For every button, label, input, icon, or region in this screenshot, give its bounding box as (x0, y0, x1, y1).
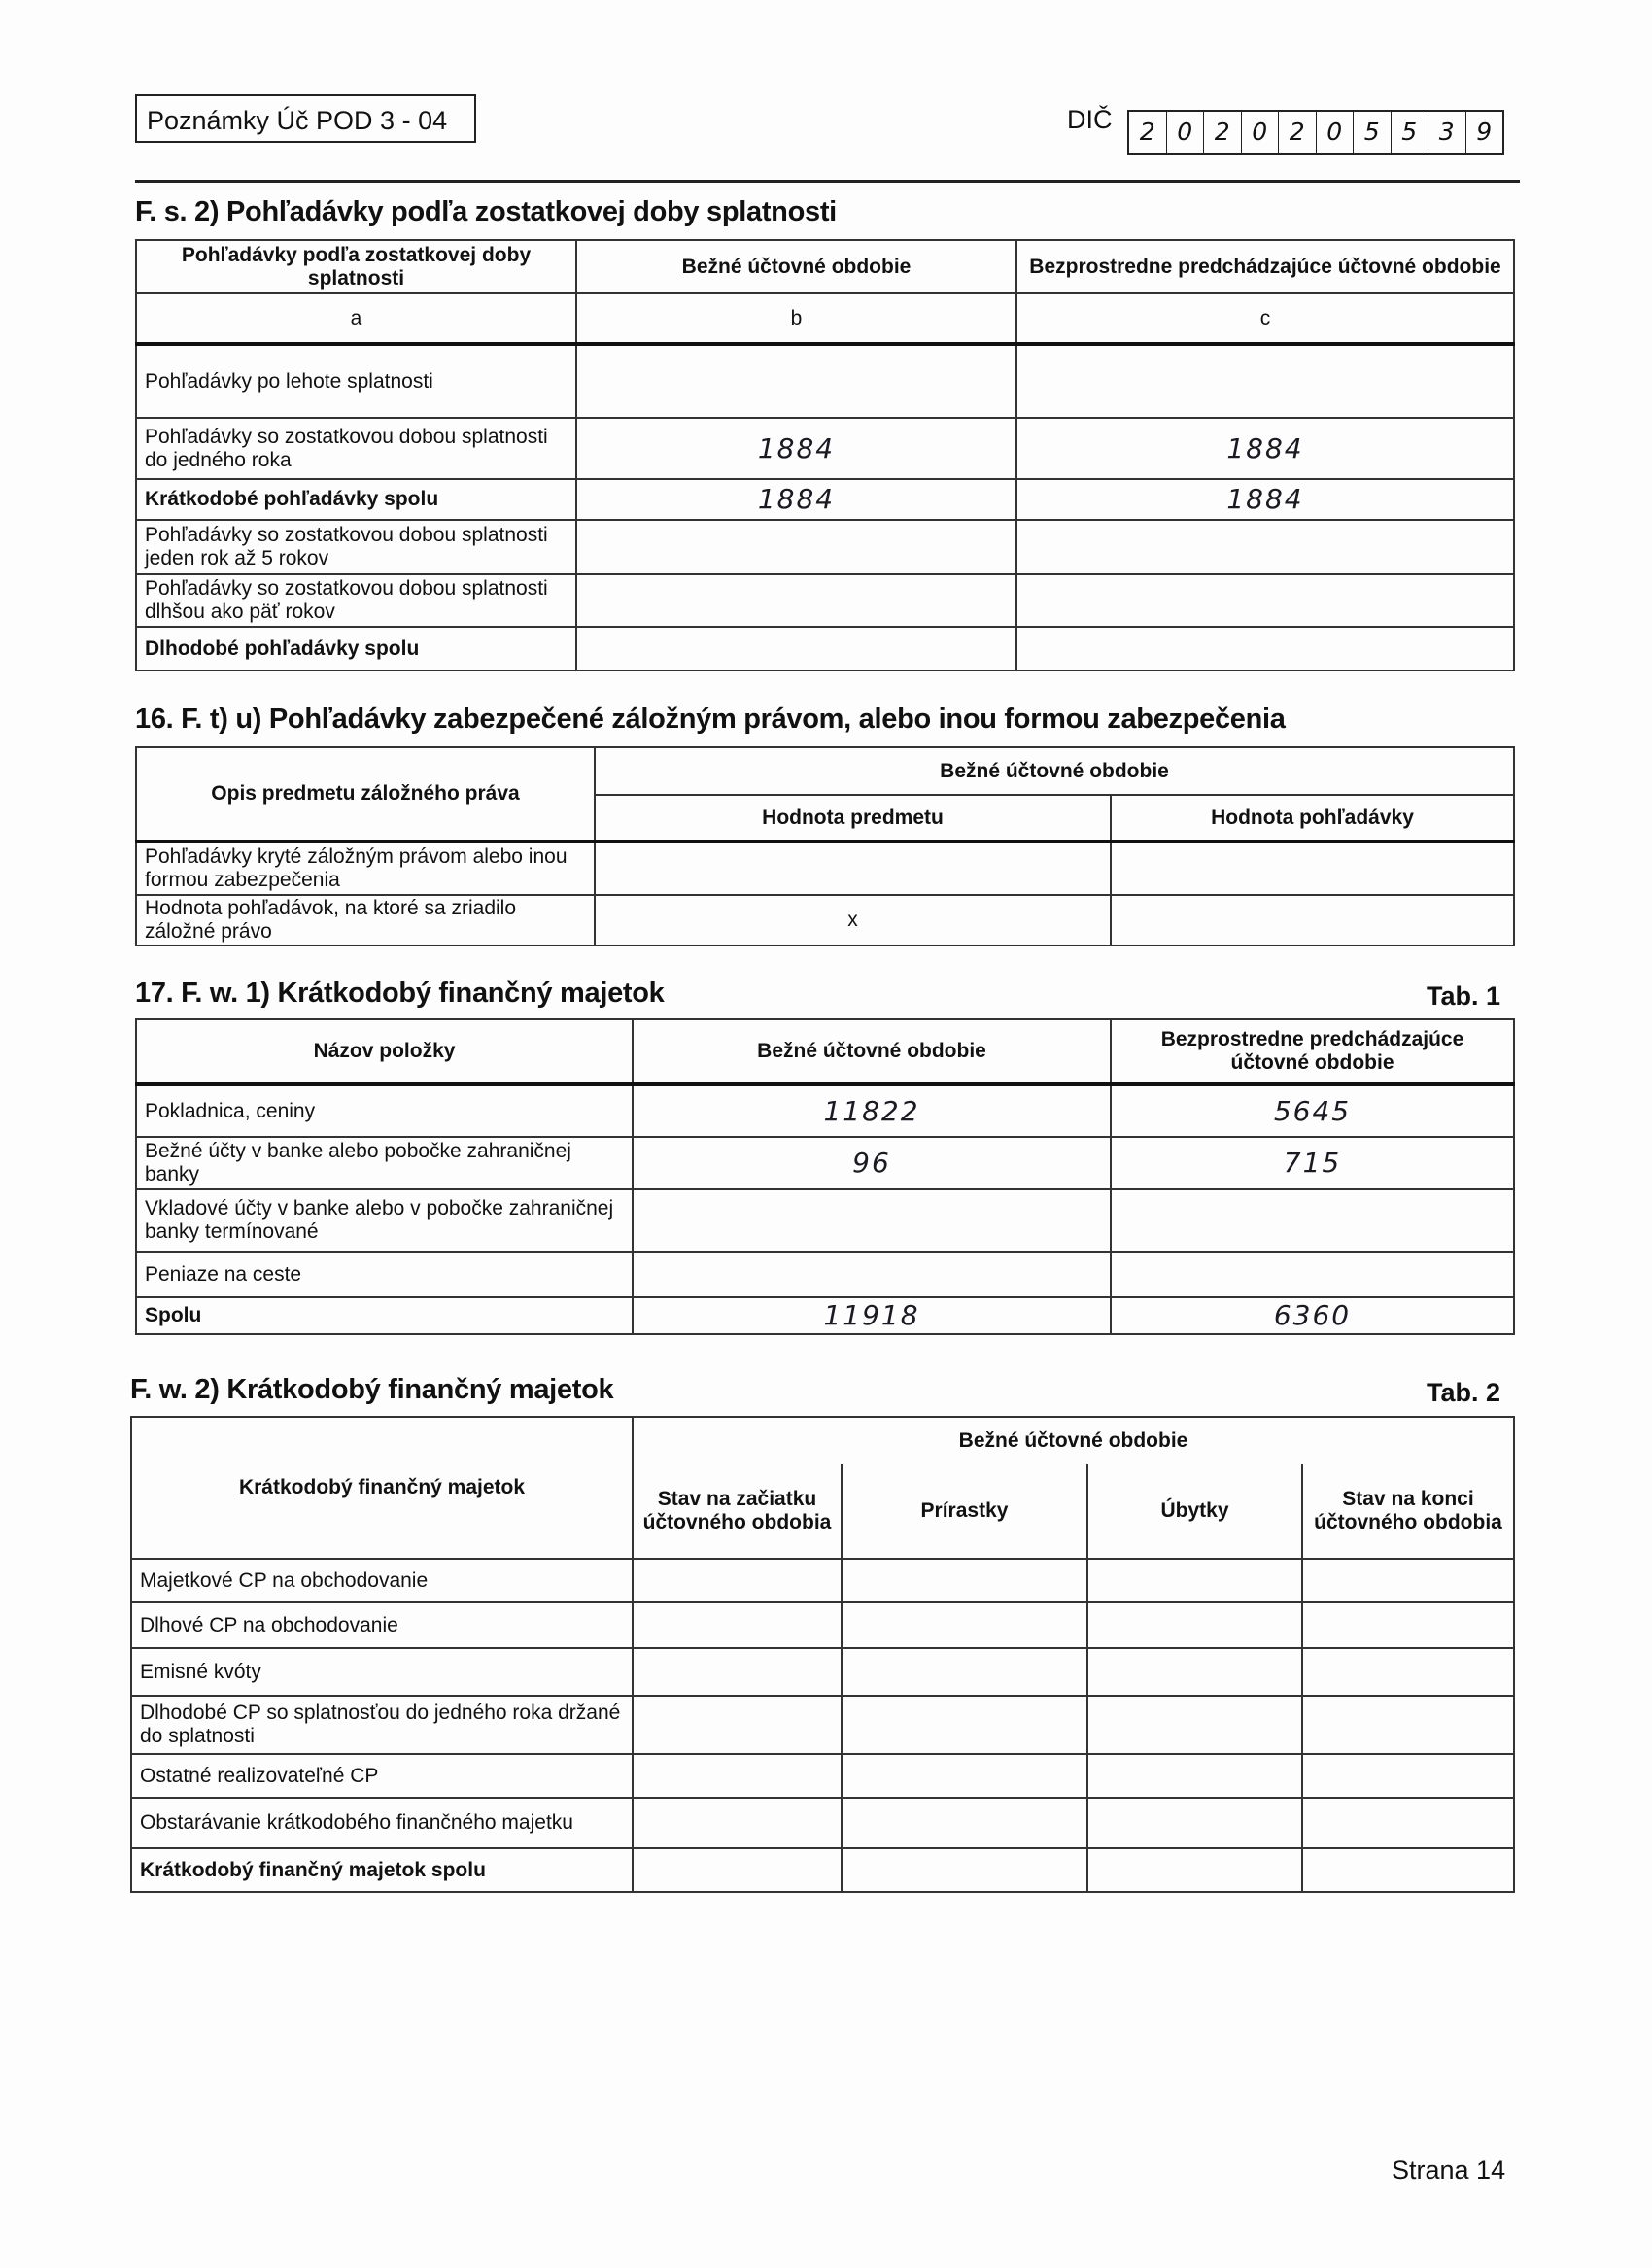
table-row (131, 1648, 1514, 1696)
table-row (131, 1559, 1514, 1602)
value-cell (576, 520, 1016, 574)
value-cell (1111, 1189, 1514, 1252)
row-label: Pohľadávky so zostatkovou dobou splatnosti jeden rok až 5 rokov (136, 520, 576, 574)
col-header: Bežné účtovné obdobie (595, 747, 1514, 795)
section-title: F. w. 2) Krátkodobý finančný majetok (130, 1374, 614, 1405)
col-header: Názov položky (136, 1019, 633, 1084)
row-label: Obstarávanie krátkodobého finančného majetku (131, 1798, 633, 1848)
value-cell (1111, 895, 1514, 945)
table-row (136, 1297, 1514, 1334)
dic-digit: 0 (1242, 112, 1280, 153)
dic-digit: 2 (1279, 112, 1317, 153)
divider (135, 180, 1520, 183)
dic-digit: 0 (1317, 112, 1355, 153)
col-header: Bezprostredne predchádzajúce účtovné obdobie (1111, 1019, 1514, 1084)
tab-label: Tab. 1 (1427, 981, 1501, 1011)
col-letter: a (136, 293, 576, 344)
table-row (131, 1602, 1514, 1648)
row-label: Spolu (136, 1297, 633, 1334)
value-cell (1111, 842, 1514, 895)
value-cell (633, 1252, 1111, 1297)
table-row (136, 1189, 1514, 1252)
col-letter: c (1016, 293, 1514, 344)
col-header: Stav na konci účtovného obdobia (1302, 1464, 1514, 1559)
table-row (136, 344, 1514, 418)
row-label: Pokladnica, ceniny (136, 1084, 633, 1137)
dic-digit: 2 (1204, 112, 1242, 153)
row-label: Bežné účty v banke alebo pobočke zahraničnej banky (136, 1137, 633, 1189)
col-header: Bezprostredne predchádzajúce účtovné obdobie (1016, 240, 1514, 293)
col-header: Krátkodobý finančný majetok (131, 1417, 633, 1559)
col-header: Stav na začiatku účtovného obdobia (633, 1464, 842, 1559)
value-cell: 11918 (633, 1297, 1111, 1334)
row-label: Dlhové CP na obchodovanie (131, 1602, 633, 1648)
row-label: Ostatné realizovateľné CP (131, 1754, 633, 1798)
table-row (136, 842, 1514, 895)
value-cell: 1884 (576, 418, 1016, 479)
row-label: Krátkodobé pohľadávky spolu (136, 479, 576, 520)
row-label: Hodnota pohľadávok, na ktoré sa zriadilo záložné právo (136, 895, 595, 945)
row-label: Pohľadávky so zostatkovou dobou splatnosti dlhšou ako päť rokov (136, 574, 576, 627)
value-cell (576, 574, 1016, 627)
dic-digit: 5 (1354, 112, 1392, 153)
value-cell: 715 (1111, 1137, 1514, 1189)
short-term-financial-assets-table-1 (135, 1018, 1515, 1335)
value-cell: 6360 (1111, 1297, 1514, 1334)
value-cell: 1884 (1016, 418, 1514, 479)
col-header: Prírastky (842, 1464, 1087, 1559)
tab-label: Tab. 2 (1427, 1378, 1501, 1407)
short-term-financial-assets-table-2 (130, 1416, 1515, 1893)
table-row (131, 1696, 1514, 1754)
col-header: Bežné účtovné obdobie (576, 240, 1016, 293)
col-header: Hodnota pohľadávky (1111, 795, 1514, 842)
col-header: Pohľadávky podľa zostatkovej doby splatnosti (136, 240, 576, 293)
value-cell: 1884 (1016, 479, 1514, 520)
col-header: Hodnota predmetu (595, 795, 1111, 842)
table-row (136, 1084, 1514, 1137)
page-number: Strana 14 (1392, 2155, 1506, 2184)
table-row (131, 1798, 1514, 1848)
col-header: Bežné účtovné obdobie (633, 1019, 1111, 1084)
value-cell (576, 344, 1016, 418)
receivables-maturity-table (135, 239, 1515, 671)
value-cell: 96 (633, 1137, 1111, 1189)
table-row (136, 479, 1514, 520)
table-row (136, 1252, 1514, 1297)
row-label: Dlhodobé pohľadávky spolu (136, 627, 576, 670)
value-cell (1111, 1252, 1514, 1297)
dic-label: DIČ (1067, 105, 1113, 134)
table-row (136, 418, 1514, 479)
col-header: Bežné účtovné obdobie (633, 1417, 1514, 1464)
table-row (136, 627, 1514, 670)
dic-digit: 2 (1129, 112, 1167, 153)
dic-field (1127, 110, 1504, 155)
value-cell (595, 842, 1111, 895)
col-header: Úbytky (1087, 1464, 1302, 1559)
value-cell (1016, 574, 1514, 627)
row-label: Majetkové CP na obchodovanie (131, 1559, 633, 1602)
value-cell (1016, 627, 1514, 670)
table-row (136, 520, 1514, 574)
value-cell: 5645 (1111, 1084, 1514, 1137)
section-title: 17. F. w. 1) Krátkodobý finančný majetok (135, 978, 665, 1009)
dic-digit: 3 (1428, 112, 1466, 153)
value-cell: 11822 (633, 1084, 1111, 1137)
table-row (131, 1754, 1514, 1798)
dic-digit: 0 (1167, 112, 1205, 153)
row-label: Pohľadávky so zostatkovou dobou splatnosti do jedného roka (136, 418, 576, 479)
col-letter: b (576, 293, 1016, 344)
dic-digit: 5 (1392, 112, 1429, 153)
secured-receivables-table (135, 746, 1515, 946)
value-cell (576, 627, 1016, 670)
value-cell (1016, 344, 1514, 418)
value-cell (1016, 520, 1514, 574)
value-cell (633, 1189, 1111, 1252)
section-title: 16. F. t) u) Pohľadávky zabezpečené záložným právom, alebo inou formou zabezpečenia (135, 704, 1286, 735)
col-header: Opis predmetu záložného práva (136, 747, 595, 842)
row-label: Peniaze na ceste (136, 1252, 633, 1297)
row-label: Dlhodobé CP so splatnosťou do jedného roka držané do splatnosti (131, 1696, 633, 1754)
row-label: Pohľadávky kryté záložným právom alebo inou formou zabezpečenia (136, 842, 595, 895)
dic-digit: 9 (1476, 118, 1493, 146)
value-cell: x (595, 895, 1111, 945)
section-title: F. s. 2) Pohľadávky podľa zostatkovej doby splatnosti (135, 196, 837, 227)
row-label: Emisné kvóty (131, 1648, 633, 1696)
form-title-box: Poznámky Úč POD 3 - 04 (135, 94, 476, 143)
value-cell: 1884 (576, 479, 1016, 520)
table-row (131, 1848, 1514, 1892)
row-label: Krátkodobý finančný majetok spolu (131, 1848, 633, 1892)
table-row (136, 574, 1514, 627)
table-row (136, 895, 1514, 945)
row-label: Vkladové účty v banke alebo v pobočke zahraničnej banky termínované (136, 1189, 633, 1252)
row-label: Pohľadávky po lehote splatnosti (136, 344, 576, 418)
table-row (136, 1137, 1514, 1189)
